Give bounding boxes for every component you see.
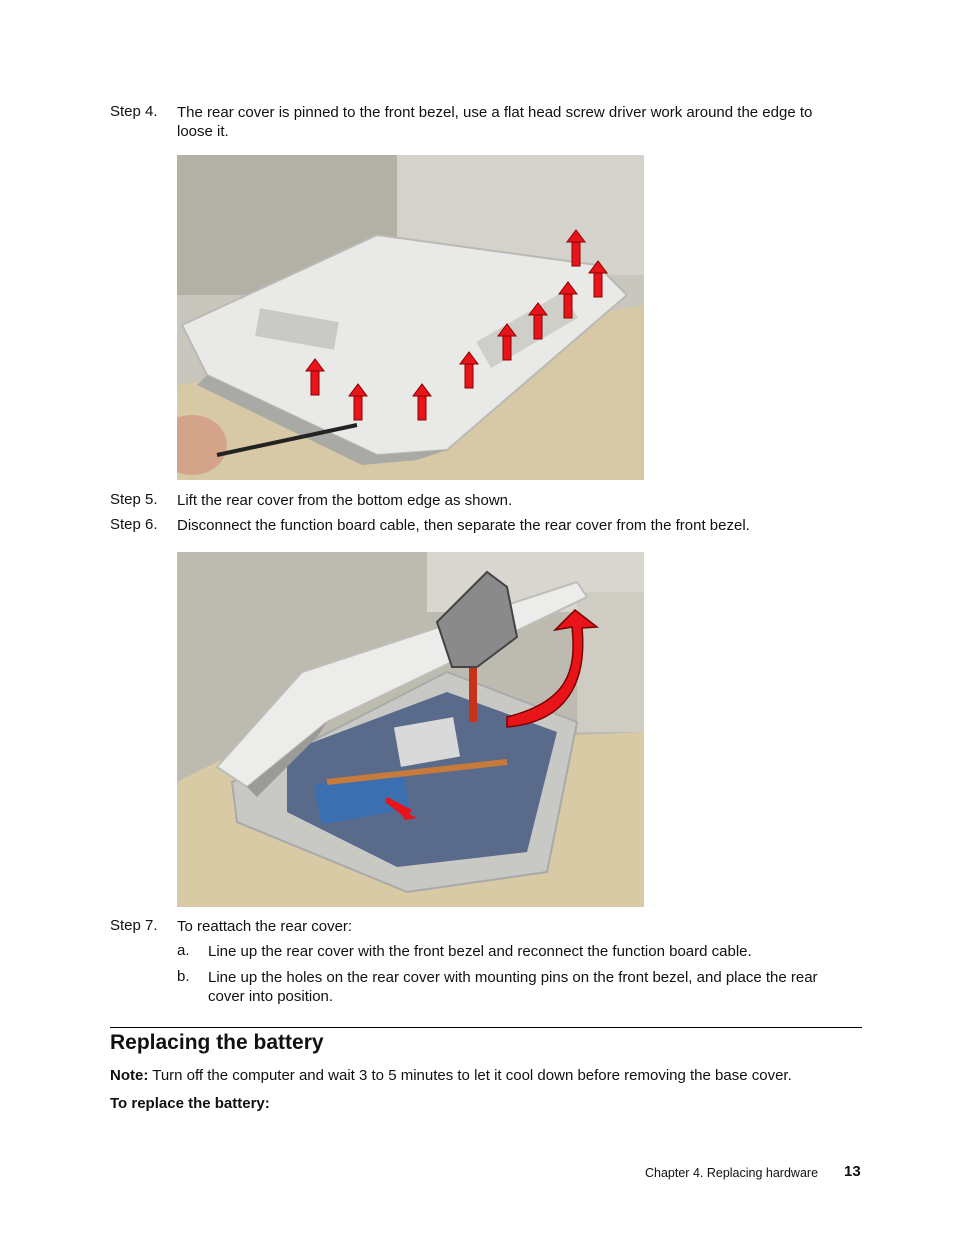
step-6-label: Step 6. [110,516,158,533]
rear-cover-pry-photo [177,155,644,480]
substep-b-text: Line up the holes on the rear cover with mounting pins on the front bezel, and place the rear cover into position. [208,969,818,1005]
section-divider [110,1027,862,1028]
substep-b-label: b. [177,968,190,985]
step-5-label: Step 5. [110,491,158,508]
page-number: 13 [844,1163,861,1180]
section-title: Replacing the battery [110,1031,324,1054]
step-6-text: Disconnect the function board cable, then separate the rear cover from the front bezel. [177,517,750,534]
footer-chapter: Chapter 4. Replacing hardware [645,1166,819,1180]
procedure-heading: To replace the battery: [110,1095,270,1112]
substep-a-label: a. [177,942,190,959]
note [110,1067,870,1084]
note-text: Turn off the computer and wait 3 to 5 minutes to let it cool down before removing the base cover. [148,1067,792,1084]
step-4-text: The rear cover is pinned to the front bezel, use a flat head screw driver work around the edge to loose it. [177,104,813,140]
step-5-text: Lift the rear cover from the bottom edge as shown. [177,492,513,509]
step-7-label: Step 7. [110,917,158,934]
step-4-label: Step 4. [110,103,158,120]
substep-a-text: Line up the rear cover with the front bezel and reconnect the function board cable. [208,943,752,960]
note-label: Note: [110,1067,149,1084]
separate-cover-photo [177,552,644,907]
step-7-text: To reattach the rear cover: [177,918,353,935]
